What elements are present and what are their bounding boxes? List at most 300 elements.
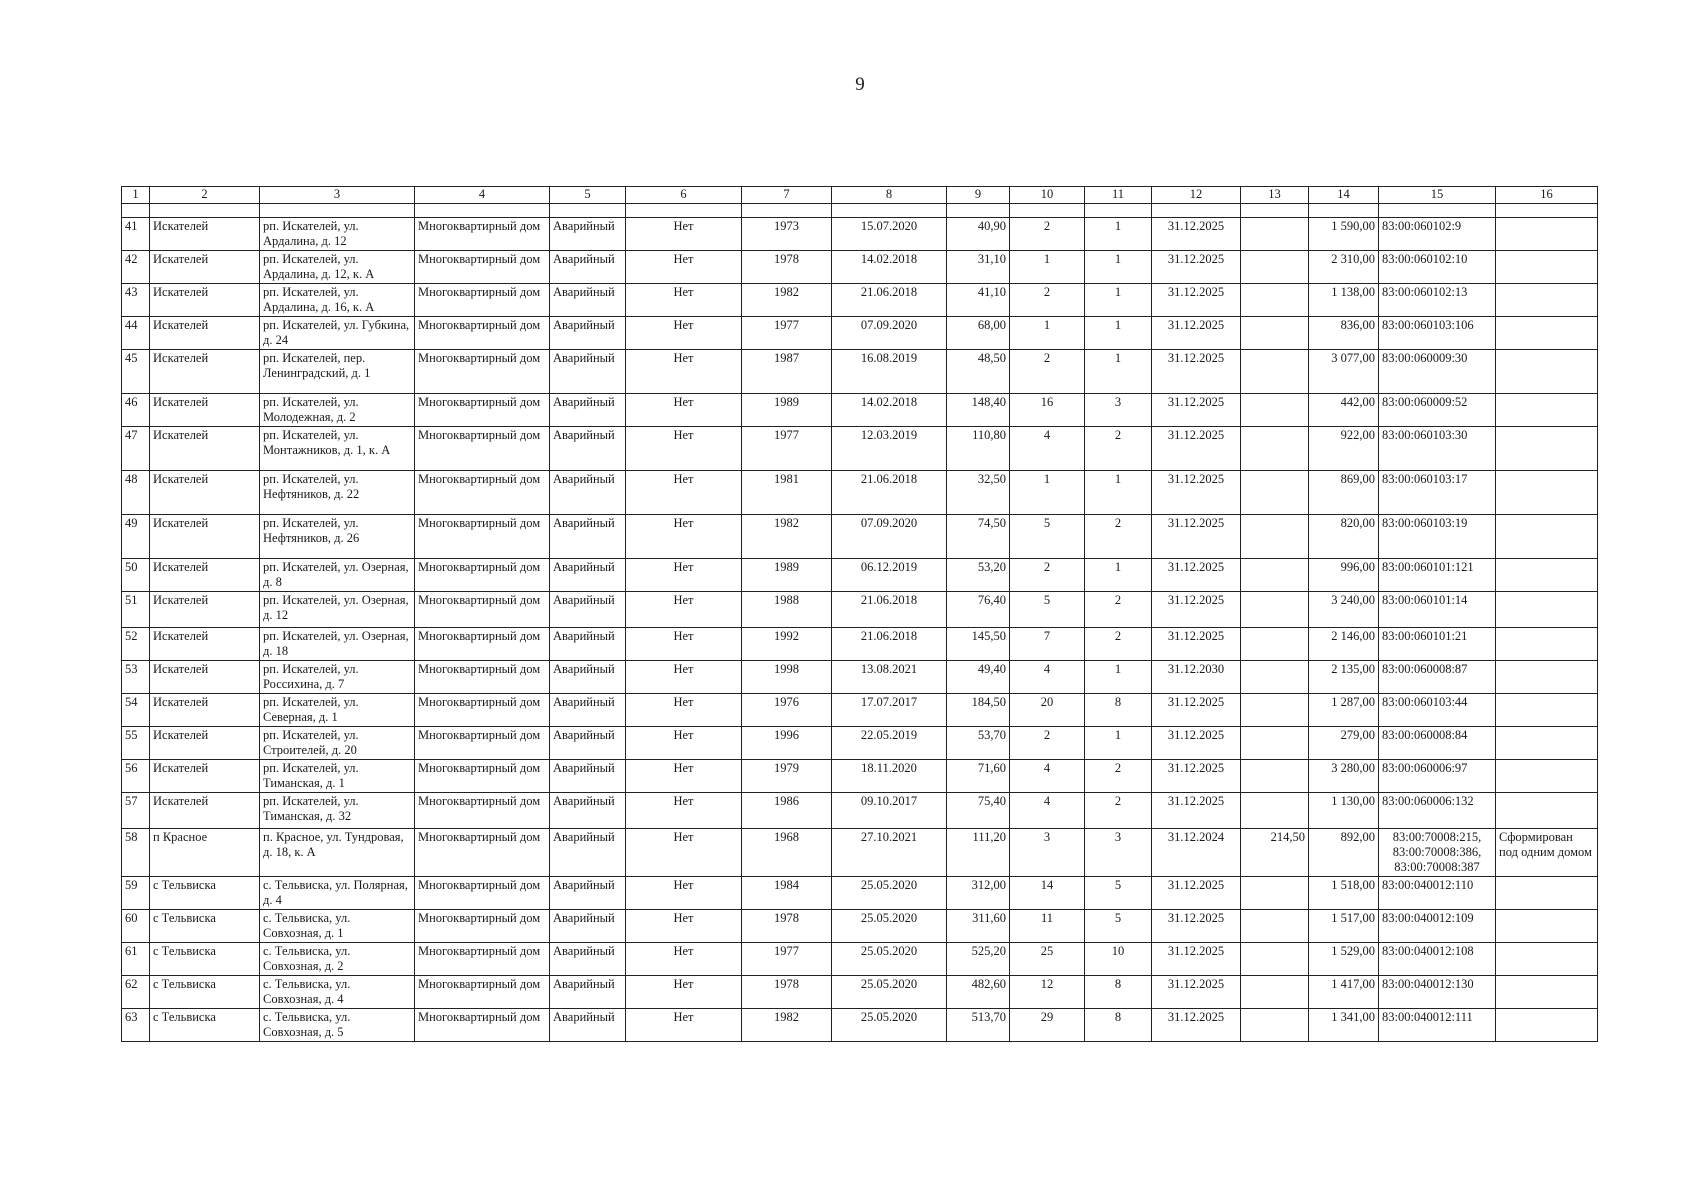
column-11-cell: 2	[1085, 515, 1152, 559]
note-cell	[1496, 427, 1598, 471]
cadastral-number-cell: 83:00:060006:97	[1379, 760, 1496, 793]
deadline-cell: 31.12.2025	[1152, 350, 1241, 394]
row-number-cell: 53	[122, 661, 150, 694]
column-13-cell	[1241, 976, 1309, 1009]
address-cell: рп. Искателей, ул. Нефтяников, д. 22	[260, 471, 415, 515]
year-built-cell: 1982	[742, 1009, 832, 1042]
column-13-cell	[1241, 628, 1309, 661]
column-header: 1	[122, 187, 150, 204]
address-cell: рп. Искателей, ул. Озерная, д. 8	[260, 559, 415, 592]
settlement-cell: Искателей	[150, 394, 260, 427]
building-type-cell: Многоквартирный дом	[415, 394, 550, 427]
column-10-cell: 29	[1010, 1009, 1085, 1042]
column-14-cell: 1 529,00	[1309, 943, 1379, 976]
column-11-cell: 1	[1085, 317, 1152, 350]
column-6-cell: Нет	[626, 943, 742, 976]
column-13-cell	[1241, 515, 1309, 559]
note-cell	[1496, 628, 1598, 661]
column-13-cell	[1241, 910, 1309, 943]
address-cell: рп. Искателей, ул. Озерная, д. 12	[260, 592, 415, 628]
status-cell: Аварийный	[550, 427, 626, 471]
deadline-cell: 31.12.2025	[1152, 515, 1241, 559]
status-cell: Аварийный	[550, 471, 626, 515]
recognition-date-cell: 27.10.2021	[832, 829, 947, 877]
status-cell: Аварийный	[550, 218, 626, 251]
column-10-cell: 20	[1010, 694, 1085, 727]
row-number-cell: 45	[122, 350, 150, 394]
status-cell: Аварийный	[550, 350, 626, 394]
settlement-cell: Искателей	[150, 559, 260, 592]
column-header: 13	[1241, 187, 1309, 204]
column-14-cell: 442,00	[1309, 394, 1379, 427]
column-header: 7	[742, 187, 832, 204]
table-row	[122, 515, 1598, 559]
settlement-cell: Искателей	[150, 694, 260, 727]
row-number-cell: 63	[122, 1009, 150, 1042]
settlement-cell: Искателей	[150, 218, 260, 251]
area-cell: 110,80	[947, 427, 1010, 471]
address-cell: рп. Искателей, ул. Северная, д. 1	[260, 694, 415, 727]
table-row	[122, 694, 1598, 727]
settlement-cell: с Тельвиска	[150, 877, 260, 910]
note-cell	[1496, 218, 1598, 251]
column-13-cell	[1241, 284, 1309, 317]
status-cell: Аварийный	[550, 394, 626, 427]
column-11-cell: 2	[1085, 760, 1152, 793]
address-cell: с. Тельвиска, ул. Полярная, д. 4	[260, 877, 415, 910]
column-14-cell: 922,00	[1309, 427, 1379, 471]
area-cell: 49,40	[947, 661, 1010, 694]
building-type-cell: Многоквартирный дом	[415, 877, 550, 910]
column-10-cell: 2	[1010, 284, 1085, 317]
column-11-cell: 8	[1085, 976, 1152, 1009]
row-number-cell: 52	[122, 628, 150, 661]
column-14-cell: 1 130,00	[1309, 793, 1379, 829]
column-header: 8	[832, 187, 947, 204]
note-cell	[1496, 694, 1598, 727]
year-built-cell: 1987	[742, 350, 832, 394]
column-header: 11	[1085, 187, 1152, 204]
column-11-cell: 1	[1085, 251, 1152, 284]
building-type-cell: Многоквартирный дом	[415, 829, 550, 877]
column-13-cell	[1241, 471, 1309, 515]
building-type-cell: Многоквартирный дом	[415, 1009, 550, 1042]
column-6-cell: Нет	[626, 471, 742, 515]
recognition-date-cell: 25.05.2020	[832, 976, 947, 1009]
building-type-cell: Многоквартирный дом	[415, 284, 550, 317]
table-row	[122, 877, 1598, 910]
column-13-cell	[1241, 877, 1309, 910]
note-cell	[1496, 1009, 1598, 1042]
address-cell: рп. Искателей, ул. Строителей, д. 20	[260, 727, 415, 760]
column-10-cell: 1	[1010, 471, 1085, 515]
column-11-cell: 5	[1085, 910, 1152, 943]
building-type-cell: Многоквартирный дом	[415, 727, 550, 760]
address-cell: п. Красное, ул. Тундровая, д. 18, к. А	[260, 829, 415, 877]
note-cell	[1496, 592, 1598, 628]
building-type-cell: Многоквартирный дом	[415, 793, 550, 829]
area-cell: 311,60	[947, 910, 1010, 943]
settlement-cell: Искателей	[150, 471, 260, 515]
note-cell	[1496, 727, 1598, 760]
building-type-cell: Многоквартирный дом	[415, 592, 550, 628]
cadastral-number-cell: 83:00:060102:9	[1379, 218, 1496, 251]
table-row	[122, 471, 1598, 515]
settlement-cell: Искателей	[150, 727, 260, 760]
cadastral-number-cell: 83:00:040012:109	[1379, 910, 1496, 943]
note-cell	[1496, 317, 1598, 350]
status-cell: Аварийный	[550, 727, 626, 760]
deadline-cell: 31.12.2025	[1152, 427, 1241, 471]
area-cell: 312,00	[947, 877, 1010, 910]
recognition-date-cell: 25.05.2020	[832, 910, 947, 943]
year-built-cell: 1978	[742, 976, 832, 1009]
address-cell: с. Тельвиска, ул. Совхозная, д. 2	[260, 943, 415, 976]
year-built-cell: 1977	[742, 317, 832, 350]
address-cell: рп. Искателей, ул. Россихина, д. 7	[260, 661, 415, 694]
recognition-date-cell: 21.06.2018	[832, 628, 947, 661]
column-11-cell: 1	[1085, 559, 1152, 592]
row-number-cell: 48	[122, 471, 150, 515]
recognition-date-cell: 07.09.2020	[832, 317, 947, 350]
row-number-cell: 55	[122, 727, 150, 760]
recognition-date-cell: 15.07.2020	[832, 218, 947, 251]
header-spacer-row	[122, 204, 1598, 218]
column-10-cell: 4	[1010, 760, 1085, 793]
column-10-cell: 3	[1010, 829, 1085, 877]
building-type-cell: Многоквартирный дом	[415, 427, 550, 471]
recognition-date-cell: 25.05.2020	[832, 877, 947, 910]
column-header: 16	[1496, 187, 1598, 204]
row-number-cell: 41	[122, 218, 150, 251]
row-number-cell: 50	[122, 559, 150, 592]
column-6-cell: Нет	[626, 1009, 742, 1042]
area-cell: 111,20	[947, 829, 1010, 877]
column-14-cell: 2 146,00	[1309, 628, 1379, 661]
column-13-cell	[1241, 218, 1309, 251]
recognition-date-cell: 12.03.2019	[832, 427, 947, 471]
settlement-cell: Искателей	[150, 760, 260, 793]
deadline-cell: 31.12.2025	[1152, 727, 1241, 760]
column-header: 14	[1309, 187, 1379, 204]
recognition-date-cell: 14.02.2018	[832, 251, 947, 284]
column-10-cell: 5	[1010, 592, 1085, 628]
column-14-cell: 869,00	[1309, 471, 1379, 515]
recognition-date-cell: 21.06.2018	[832, 471, 947, 515]
deadline-cell: 31.12.2025	[1152, 218, 1241, 251]
address-cell: рп. Искателей, ул. Озерная, д. 18	[260, 628, 415, 661]
status-cell: Аварийный	[550, 793, 626, 829]
note-cell	[1496, 471, 1598, 515]
column-14-cell: 1 518,00	[1309, 877, 1379, 910]
column-11-cell: 10	[1085, 943, 1152, 976]
settlement-cell: Искателей	[150, 317, 260, 350]
deadline-cell: 31.12.2030	[1152, 661, 1241, 694]
year-built-cell: 1976	[742, 694, 832, 727]
column-6-cell: Нет	[626, 793, 742, 829]
area-cell: 184,50	[947, 694, 1010, 727]
column-13-cell	[1241, 251, 1309, 284]
note-cell	[1496, 661, 1598, 694]
row-number-cell: 44	[122, 317, 150, 350]
column-header: 9	[947, 187, 1010, 204]
address-cell: рп. Искателей, ул. Молодежная, д. 2	[260, 394, 415, 427]
column-11-cell: 1	[1085, 661, 1152, 694]
status-cell: Аварийный	[550, 284, 626, 317]
table-row	[122, 793, 1598, 829]
cadastral-number-cell: 83:00:060102:13	[1379, 284, 1496, 317]
column-14-cell: 3 280,00	[1309, 760, 1379, 793]
column-14-cell: 1 341,00	[1309, 1009, 1379, 1042]
year-built-cell: 1977	[742, 427, 832, 471]
year-built-cell: 1981	[742, 471, 832, 515]
column-11-cell: 3	[1085, 394, 1152, 427]
column-header: 5	[550, 187, 626, 204]
deadline-cell: 31.12.2025	[1152, 628, 1241, 661]
area-cell: 525,20	[947, 943, 1010, 976]
column-6-cell: Нет	[626, 350, 742, 394]
settlement-cell: с Тельвиска	[150, 943, 260, 976]
note-cell	[1496, 515, 1598, 559]
settlement-cell: с Тельвиска	[150, 1009, 260, 1042]
year-built-cell: 1998	[742, 661, 832, 694]
column-header: 3	[260, 187, 415, 204]
column-13-cell	[1241, 350, 1309, 394]
address-cell: рп. Искателей, ул. Ардалина, д. 12	[260, 218, 415, 251]
column-13-cell	[1241, 394, 1309, 427]
column-13-cell	[1241, 943, 1309, 976]
column-6-cell: Нет	[626, 628, 742, 661]
settlement-cell: Искателей	[150, 284, 260, 317]
settlement-cell: с Тельвиска	[150, 976, 260, 1009]
table-row	[122, 559, 1598, 592]
note-cell	[1496, 559, 1598, 592]
note-cell	[1496, 877, 1598, 910]
deadline-cell: 31.12.2025	[1152, 317, 1241, 350]
building-type-cell: Многоквартирный дом	[415, 515, 550, 559]
year-built-cell: 1982	[742, 284, 832, 317]
settlement-cell: Искателей	[150, 350, 260, 394]
column-6-cell: Нет	[626, 592, 742, 628]
cadastral-number-cell: 83:00:060103:17	[1379, 471, 1496, 515]
area-cell: 76,40	[947, 592, 1010, 628]
column-10-cell: 11	[1010, 910, 1085, 943]
year-built-cell: 1979	[742, 760, 832, 793]
settlement-cell: Искателей	[150, 251, 260, 284]
column-header: 4	[415, 187, 550, 204]
recognition-date-cell: 07.09.2020	[832, 515, 947, 559]
row-number-cell: 46	[122, 394, 150, 427]
column-header: 15	[1379, 187, 1496, 204]
year-built-cell: 1978	[742, 251, 832, 284]
column-14-cell: 1 590,00	[1309, 218, 1379, 251]
table-row	[122, 1009, 1598, 1042]
note-cell	[1496, 284, 1598, 317]
deadline-cell: 31.12.2025	[1152, 910, 1241, 943]
area-cell: 53,20	[947, 559, 1010, 592]
column-6-cell: Нет	[626, 877, 742, 910]
note-cell: Сформирован под одним домом	[1496, 829, 1598, 877]
column-6-cell: Нет	[626, 910, 742, 943]
table-row	[122, 829, 1598, 877]
status-cell: Аварийный	[550, 592, 626, 628]
cadastral-number-cell: 83:00:060101:14	[1379, 592, 1496, 628]
row-number-cell: 58	[122, 829, 150, 877]
deadline-cell: 31.12.2025	[1152, 1009, 1241, 1042]
area-cell: 40,90	[947, 218, 1010, 251]
area-cell: 148,40	[947, 394, 1010, 427]
column-10-cell: 4	[1010, 661, 1085, 694]
area-cell: 68,00	[947, 317, 1010, 350]
column-14-cell: 3 077,00	[1309, 350, 1379, 394]
column-6-cell: Нет	[626, 284, 742, 317]
column-11-cell: 1	[1085, 727, 1152, 760]
column-6-cell: Нет	[626, 218, 742, 251]
building-type-cell: Многоквартирный дом	[415, 760, 550, 793]
table-row	[122, 394, 1598, 427]
table-row	[122, 251, 1598, 284]
year-built-cell: 1988	[742, 592, 832, 628]
column-13-cell: 214,50	[1241, 829, 1309, 877]
column-13-cell	[1241, 559, 1309, 592]
building-type-cell: Многоквартирный дом	[415, 661, 550, 694]
cadastral-number-cell: 83:00:70008:215, 83:00:70008:386, 83:00:70008:387	[1379, 829, 1496, 877]
settlement-cell: Искателей	[150, 661, 260, 694]
note-cell	[1496, 943, 1598, 976]
column-header: 10	[1010, 187, 1085, 204]
area-cell: 48,50	[947, 350, 1010, 394]
year-built-cell: 1973	[742, 218, 832, 251]
column-13-cell	[1241, 592, 1309, 628]
settlement-cell: Искателей	[150, 515, 260, 559]
status-cell: Аварийный	[550, 829, 626, 877]
recognition-date-cell: 14.02.2018	[832, 394, 947, 427]
table-row	[122, 661, 1598, 694]
settlement-cell: с Тельвиска	[150, 910, 260, 943]
year-built-cell: 1977	[742, 943, 832, 976]
column-13-cell	[1241, 760, 1309, 793]
row-number-cell: 57	[122, 793, 150, 829]
building-type-cell: Многоквартирный дом	[415, 976, 550, 1009]
table-body	[122, 218, 1598, 1042]
recognition-date-cell: 09.10.2017	[832, 793, 947, 829]
column-6-cell: Нет	[626, 661, 742, 694]
column-14-cell: 996,00	[1309, 559, 1379, 592]
deadline-cell: 31.12.2025	[1152, 394, 1241, 427]
table-row	[122, 317, 1598, 350]
deadline-cell: 31.12.2025	[1152, 251, 1241, 284]
area-cell: 145,50	[947, 628, 1010, 661]
table-row	[122, 976, 1598, 1009]
cadastral-number-cell: 83:00:060101:121	[1379, 559, 1496, 592]
row-number-cell: 59	[122, 877, 150, 910]
column-11-cell: 2	[1085, 793, 1152, 829]
column-10-cell: 2	[1010, 559, 1085, 592]
recognition-date-cell: 13.08.2021	[832, 661, 947, 694]
status-cell: Аварийный	[550, 943, 626, 976]
year-built-cell: 1984	[742, 877, 832, 910]
column-6-cell: Нет	[626, 727, 742, 760]
settlement-cell: Искателей	[150, 592, 260, 628]
column-14-cell: 2 135,00	[1309, 661, 1379, 694]
column-14-cell: 1 517,00	[1309, 910, 1379, 943]
building-type-cell: Многоквартирный дом	[415, 471, 550, 515]
column-6-cell: Нет	[626, 976, 742, 1009]
status-cell: Аварийный	[550, 628, 626, 661]
column-11-cell: 1	[1085, 218, 1152, 251]
column-10-cell: 1	[1010, 251, 1085, 284]
cadastral-number-cell: 83:00:060103:44	[1379, 694, 1496, 727]
column-6-cell: Нет	[626, 251, 742, 284]
deadline-cell: 31.12.2025	[1152, 284, 1241, 317]
column-6-cell: Нет	[626, 829, 742, 877]
deadline-cell: 31.12.2025	[1152, 471, 1241, 515]
note-cell	[1496, 350, 1598, 394]
cadastral-number-cell: 83:00:060009:52	[1379, 394, 1496, 427]
note-cell	[1496, 793, 1598, 829]
row-number-cell: 56	[122, 760, 150, 793]
address-cell: рп. Искателей, ул. Ардалина, д. 16, к. А	[260, 284, 415, 317]
deadline-cell: 31.12.2025	[1152, 760, 1241, 793]
column-11-cell: 5	[1085, 877, 1152, 910]
column-10-cell: 14	[1010, 877, 1085, 910]
deadline-cell: 31.12.2024	[1152, 829, 1241, 877]
column-11-cell: 2	[1085, 427, 1152, 471]
column-10-cell: 4	[1010, 793, 1085, 829]
table-row	[122, 592, 1598, 628]
year-built-cell: 1989	[742, 559, 832, 592]
cadastral-number-cell: 83:00:040012:110	[1379, 877, 1496, 910]
row-number-cell: 60	[122, 910, 150, 943]
deadline-cell: 31.12.2025	[1152, 694, 1241, 727]
column-header: 6	[626, 187, 742, 204]
area-cell: 53,70	[947, 727, 1010, 760]
column-13-cell	[1241, 317, 1309, 350]
note-cell	[1496, 976, 1598, 1009]
column-6-cell: Нет	[626, 694, 742, 727]
row-number-cell: 47	[122, 427, 150, 471]
cadastral-number-cell: 83:00:060103:19	[1379, 515, 1496, 559]
table-row	[122, 628, 1598, 661]
deadline-cell: 31.12.2025	[1152, 976, 1241, 1009]
address-cell: рп. Искателей, ул. Нефтяников, д. 26	[260, 515, 415, 559]
area-cell: 32,50	[947, 471, 1010, 515]
cadastral-number-cell: 83:00:040012:108	[1379, 943, 1496, 976]
address-cell: с. Тельвиска, ул. Совхозная, д. 5	[260, 1009, 415, 1042]
deadline-cell: 31.12.2025	[1152, 877, 1241, 910]
note-cell	[1496, 394, 1598, 427]
status-cell: Аварийный	[550, 877, 626, 910]
cadastral-number-cell: 83:00:060008:84	[1379, 727, 1496, 760]
column-6-cell: Нет	[626, 515, 742, 559]
column-10-cell: 5	[1010, 515, 1085, 559]
area-cell: 71,60	[947, 760, 1010, 793]
column-11-cell: 8	[1085, 1009, 1152, 1042]
recognition-date-cell: 06.12.2019	[832, 559, 947, 592]
status-cell: Аварийный	[550, 317, 626, 350]
address-cell: рп. Искателей, ул. Тиманская, д. 32	[260, 793, 415, 829]
column-11-cell: 1	[1085, 284, 1152, 317]
area-cell: 41,10	[947, 284, 1010, 317]
status-cell: Аварийный	[550, 559, 626, 592]
status-cell: Аварийный	[550, 251, 626, 284]
recognition-date-cell: 17.07.2017	[832, 694, 947, 727]
column-6-cell: Нет	[626, 760, 742, 793]
column-6-cell: Нет	[626, 394, 742, 427]
deadline-cell: 31.12.2025	[1152, 559, 1241, 592]
column-header: 2	[150, 187, 260, 204]
column-14-cell: 836,00	[1309, 317, 1379, 350]
